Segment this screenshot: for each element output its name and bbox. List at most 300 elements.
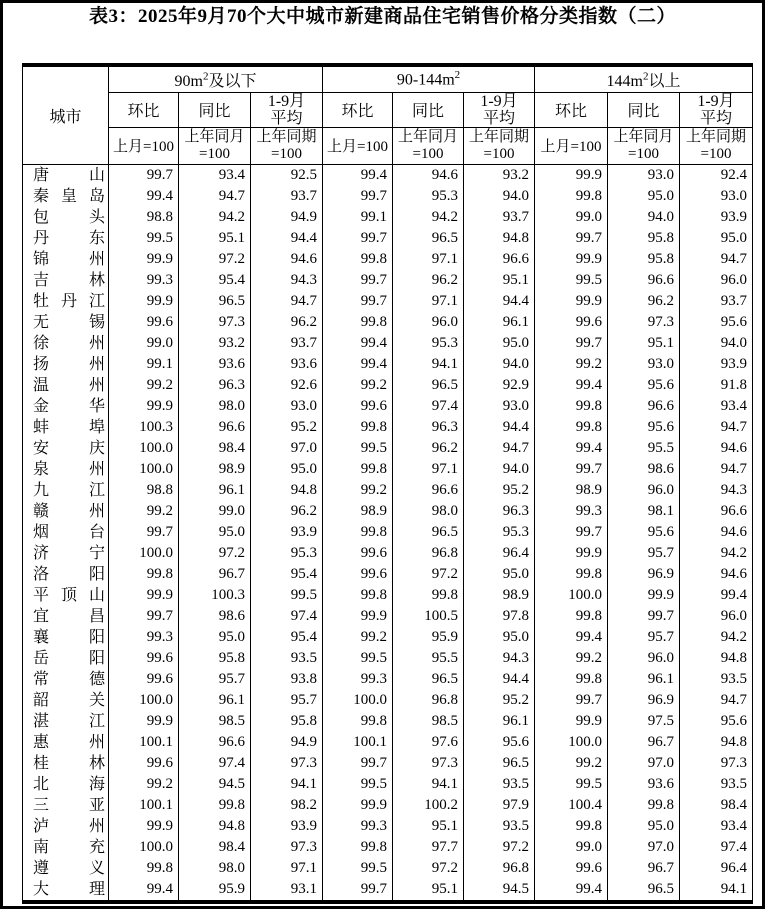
index-value: 97.3	[251, 753, 323, 774]
index-value: 99.8	[323, 417, 393, 438]
index-value: 99.4	[323, 333, 393, 354]
index-value: 96.8	[464, 858, 535, 879]
index-value: 96.9	[608, 564, 680, 585]
index-value: 99.5	[323, 774, 393, 795]
index-value: 94.5	[464, 879, 535, 902]
index-value: 97.3	[251, 837, 323, 858]
index-value: 96.2	[393, 438, 464, 459]
base-header-yoy: 上年同月 =100	[393, 127, 464, 164]
index-value: 99.8	[323, 249, 393, 270]
index-value: 99.8	[323, 312, 393, 333]
index-value: 100.0	[323, 690, 393, 711]
table-row	[23, 711, 753, 732]
index-value: 99.8	[323, 711, 393, 732]
column-header-avg: 1-9月 平均	[251, 92, 323, 127]
index-value: 94.7	[464, 438, 535, 459]
city-name: 锦 州	[23, 249, 109, 270]
index-value: 97.9	[464, 795, 535, 816]
index-value: 99.6	[109, 669, 179, 690]
index-value: 92.9	[464, 375, 535, 396]
index-value: 96.2	[393, 270, 464, 291]
index-value: 100.0	[109, 543, 179, 564]
index-value: 95.0	[464, 627, 535, 648]
index-value: 97.2	[179, 543, 251, 564]
table-row	[23, 585, 753, 606]
index-value: 94.0	[464, 354, 535, 375]
table-row	[23, 858, 753, 879]
index-value: 94.2	[680, 543, 753, 564]
index-value: 100.1	[109, 732, 179, 753]
index-value: 96.6	[608, 396, 680, 417]
index-value: 95.6	[608, 417, 680, 438]
index-value: 95.4	[251, 564, 323, 585]
index-value: 99.9	[109, 291, 179, 312]
index-value: 95.4	[179, 270, 251, 291]
index-value: 92.6	[251, 375, 323, 396]
table-row	[23, 564, 753, 585]
index-value: 97.4	[251, 606, 323, 627]
index-value: 94.4	[251, 228, 323, 249]
index-value: 99.2	[323, 480, 393, 501]
index-value: 99.7	[109, 164, 179, 186]
table-row	[23, 669, 753, 690]
index-value: 96.5	[608, 879, 680, 902]
index-value: 95.6	[608, 522, 680, 543]
index-value: 96.3	[464, 501, 535, 522]
index-value: 95.4	[251, 627, 323, 648]
index-value: 99.5	[535, 774, 608, 795]
index-value: 99.3	[109, 627, 179, 648]
index-value: 95.8	[179, 648, 251, 669]
index-value: 94.8	[251, 480, 323, 501]
index-value: 99.9	[608, 585, 680, 606]
city-name: 大 理	[23, 879, 109, 902]
index-value: 99.6	[535, 858, 608, 879]
index-value: 99.7	[323, 186, 393, 207]
city-name: 包 头	[23, 207, 109, 228]
index-value: 99.9	[323, 795, 393, 816]
index-value: 94.7	[680, 459, 753, 480]
index-value: 100.0	[535, 585, 608, 606]
index-value: 100.5	[393, 606, 464, 627]
index-value: 99.8	[323, 459, 393, 480]
index-value: 99.8	[535, 564, 608, 585]
city-name: 平 顶 山	[23, 585, 109, 606]
index-value: 96.0	[608, 648, 680, 669]
base-header-mom: 上月=100	[323, 127, 393, 164]
index-value: 93.4	[680, 816, 753, 837]
index-value: 97.0	[608, 753, 680, 774]
index-value: 94.7	[179, 186, 251, 207]
index-value: 96.1	[464, 711, 535, 732]
index-value: 99.6	[535, 312, 608, 333]
index-value: 99.2	[323, 375, 393, 396]
index-value: 99.0	[109, 333, 179, 354]
table-row	[23, 438, 753, 459]
index-value: 96.5	[179, 291, 251, 312]
city-name: 烟 台	[23, 522, 109, 543]
index-value: 96.1	[608, 669, 680, 690]
index-value: 94.6	[680, 564, 753, 585]
index-value: 98.1	[608, 501, 680, 522]
index-value: 94.2	[393, 207, 464, 228]
table-row	[23, 648, 753, 669]
index-value: 93.4	[179, 164, 251, 186]
index-value: 99.0	[179, 501, 251, 522]
index-value: 98.0	[179, 858, 251, 879]
city-name: 扬 州	[23, 354, 109, 375]
index-value: 98.8	[109, 480, 179, 501]
index-value: 98.4	[680, 795, 753, 816]
index-value: 94.1	[680, 879, 753, 902]
city-name: 吉 林	[23, 270, 109, 291]
index-value: 96.6	[393, 480, 464, 501]
index-value: 99.9	[109, 585, 179, 606]
index-value: 96.2	[608, 291, 680, 312]
index-value: 99.7	[535, 333, 608, 354]
city-name: 九 江	[23, 480, 109, 501]
index-value: 99.7	[608, 606, 680, 627]
city-name: 唐 山	[23, 164, 109, 186]
index-value: 96.8	[393, 543, 464, 564]
index-value: 100.1	[323, 732, 393, 753]
index-value: 99.2	[535, 753, 608, 774]
index-value: 93.0	[608, 354, 680, 375]
city-name: 安 庆	[23, 438, 109, 459]
column-group-90-and-below: $90m^2$及以下	[109, 65, 323, 92]
column-group-144-above: $144m^2$以上	[535, 65, 753, 92]
index-value: 95.2	[464, 480, 535, 501]
index-value: 93.5	[680, 774, 753, 795]
base-header-mom: 上月=100	[535, 127, 608, 164]
index-value: 98.9	[464, 585, 535, 606]
header-base-row	[23, 127, 753, 164]
index-value: 99.6	[109, 753, 179, 774]
index-value: 95.1	[179, 228, 251, 249]
index-value: 96.7	[608, 732, 680, 753]
column-header-city: 城市	[23, 65, 109, 164]
index-value: 100.2	[393, 795, 464, 816]
index-value: 99.7	[535, 459, 608, 480]
index-value: 95.0	[608, 186, 680, 207]
index-value: 96.7	[179, 564, 251, 585]
index-value: 95.0	[179, 627, 251, 648]
index-value: 96.2	[251, 501, 323, 522]
city-name: 北 海	[23, 774, 109, 795]
table-row	[23, 543, 753, 564]
index-value: 100.1	[109, 795, 179, 816]
table-row	[23, 795, 753, 816]
index-value: 97.8	[464, 606, 535, 627]
index-value: 93.9	[680, 354, 753, 375]
index-value: 94.0	[680, 333, 753, 354]
index-value: 94.6	[680, 438, 753, 459]
city-name: 赣 州	[23, 501, 109, 522]
index-value: 96.9	[608, 690, 680, 711]
index-value: 98.4	[179, 837, 251, 858]
index-value: 96.6	[464, 249, 535, 270]
index-value: 93.7	[464, 207, 535, 228]
index-value: 99.4	[535, 438, 608, 459]
index-value: 93.9	[251, 522, 323, 543]
city-name: 泉 州	[23, 459, 109, 480]
city-name: 济 宁	[23, 543, 109, 564]
index-value: 94.4	[464, 669, 535, 690]
index-value: 95.9	[393, 627, 464, 648]
index-value: 99.0	[535, 837, 608, 858]
index-value: 99.8	[535, 417, 608, 438]
index-value: 95.2	[464, 690, 535, 711]
index-value: 98.6	[179, 606, 251, 627]
table-row	[23, 480, 753, 501]
index-value: 93.9	[680, 207, 753, 228]
base-header-avg: 上年同期 =100	[680, 127, 753, 164]
index-value: 94.0	[464, 186, 535, 207]
index-value: 97.2	[393, 858, 464, 879]
index-value: 96.4	[680, 858, 753, 879]
column-header-mom: 环比	[109, 92, 179, 127]
index-value: 99.5	[251, 585, 323, 606]
index-value: 96.6	[179, 732, 251, 753]
base-header-avg: 上年同期 =100	[251, 127, 323, 164]
index-value: 96.6	[179, 417, 251, 438]
index-value: 99.8	[535, 816, 608, 837]
column-header-yoy: 同比	[608, 92, 680, 127]
index-value: 95.9	[179, 879, 251, 902]
index-value: 97.7	[393, 837, 464, 858]
index-value: 97.3	[179, 312, 251, 333]
city-name: 桂 林	[23, 753, 109, 774]
index-value: 95.6	[680, 711, 753, 732]
column-header-avg: 1-9月 平均	[464, 92, 535, 127]
price-index-table	[22, 63, 753, 904]
index-value: 94.9	[251, 207, 323, 228]
index-value: 99.7	[323, 879, 393, 902]
index-value: 97.4	[179, 753, 251, 774]
index-value: 100.3	[109, 417, 179, 438]
table-row	[23, 627, 753, 648]
index-value: 96.0	[393, 312, 464, 333]
base-header-mom: 上月=100	[109, 127, 179, 164]
header-metric-row	[23, 92, 753, 127]
index-value: 94.8	[464, 228, 535, 249]
table-row	[23, 228, 753, 249]
city-name: 秦 皇 岛	[23, 186, 109, 207]
table-row	[23, 354, 753, 375]
index-value: 95.8	[608, 228, 680, 249]
index-value: 97.0	[608, 837, 680, 858]
index-value: 99.5	[535, 270, 608, 291]
index-value: 99.7	[535, 228, 608, 249]
index-value: 93.7	[680, 291, 753, 312]
index-value: 94.3	[680, 480, 753, 501]
index-value: 99.2	[109, 375, 179, 396]
index-value: 92.4	[680, 164, 753, 186]
index-value: 99.8	[608, 795, 680, 816]
index-value: 100.3	[179, 585, 251, 606]
table-row	[23, 522, 753, 543]
index-value: 99.4	[535, 375, 608, 396]
index-value: 94.7	[680, 690, 753, 711]
index-value: 94.5	[179, 774, 251, 795]
index-value: 99.4	[680, 585, 753, 606]
index-value: 97.2	[179, 249, 251, 270]
city-name: 洛 阳	[23, 564, 109, 585]
table-row	[23, 606, 753, 627]
table-row	[23, 774, 753, 795]
index-value: 99.8	[323, 522, 393, 543]
page-title: 表3：2025年9月70个大中城市新建商品住宅销售价格分类指数（二）	[88, 6, 676, 27]
city-name: 常 德	[23, 669, 109, 690]
index-value: 94.4	[464, 417, 535, 438]
column-header-mom: 环比	[323, 92, 393, 127]
index-value: 99.9	[535, 249, 608, 270]
index-value: 99.8	[179, 795, 251, 816]
index-value: 96.6	[608, 270, 680, 291]
city-name: 金 华	[23, 396, 109, 417]
index-value: 95.7	[179, 669, 251, 690]
city-name: 牡 丹 江	[23, 291, 109, 312]
index-value: 99.7	[323, 228, 393, 249]
city-name: 泸 州	[23, 816, 109, 837]
index-value: 95.8	[251, 711, 323, 732]
index-value: 100.0	[535, 732, 608, 753]
index-value: 98.8	[109, 207, 179, 228]
index-value: 96.5	[464, 753, 535, 774]
index-value: 95.7	[608, 543, 680, 564]
index-value: 99.6	[323, 396, 393, 417]
index-value: 99.4	[109, 186, 179, 207]
index-value: 99.4	[323, 164, 393, 186]
index-value: 96.3	[393, 417, 464, 438]
index-value: 97.3	[393, 753, 464, 774]
column-header-yoy: 同比	[393, 92, 464, 127]
index-value: 95.3	[393, 333, 464, 354]
index-value: 94.2	[680, 627, 753, 648]
table-row	[23, 396, 753, 417]
index-value: 99.7	[323, 753, 393, 774]
index-value: 97.2	[393, 564, 464, 585]
index-value: 93.7	[251, 333, 323, 354]
index-value: 99.8	[323, 837, 393, 858]
table-row	[23, 816, 753, 837]
index-value: 99.7	[535, 522, 608, 543]
index-value: 98.5	[179, 711, 251, 732]
index-value: 99.9	[535, 711, 608, 732]
column-header-mom: 环比	[535, 92, 608, 127]
index-value: 96.0	[680, 270, 753, 291]
index-value: 95.3	[464, 522, 535, 543]
index-value: 99.6	[323, 564, 393, 585]
index-value: 99.7	[323, 270, 393, 291]
index-value: 95.7	[251, 690, 323, 711]
index-value: 93.6	[179, 354, 251, 375]
index-value: 97.1	[393, 249, 464, 270]
index-value: 94.6	[251, 249, 323, 270]
index-value: 91.8	[680, 375, 753, 396]
index-value: 96.8	[393, 690, 464, 711]
index-value: 99.2	[109, 501, 179, 522]
index-value: 99.8	[535, 186, 608, 207]
city-name: 遵 义	[23, 858, 109, 879]
city-name: 惠 州	[23, 732, 109, 753]
index-value: 94.7	[680, 249, 753, 270]
index-value: 97.1	[393, 459, 464, 480]
table-row	[23, 312, 753, 333]
index-value: 96.1	[179, 480, 251, 501]
index-value: 99.9	[535, 164, 608, 186]
index-value: 93.7	[251, 186, 323, 207]
index-value: 99.1	[323, 207, 393, 228]
index-value: 94.9	[251, 732, 323, 753]
table-row	[23, 207, 753, 228]
index-value: 96.2	[251, 312, 323, 333]
index-value: 99.8	[535, 606, 608, 627]
index-value: 98.0	[179, 396, 251, 417]
index-value: 94.0	[608, 207, 680, 228]
city-name: 蚌 埠	[23, 417, 109, 438]
index-value: 93.6	[251, 354, 323, 375]
base-header-yoy: 上年同月 =100	[608, 127, 680, 164]
index-value: 94.8	[680, 648, 753, 669]
index-value: 97.3	[680, 753, 753, 774]
city-name: 三 亚	[23, 795, 109, 816]
base-header-yoy: 上年同月 =100	[179, 127, 251, 164]
table-row	[23, 753, 753, 774]
index-value: 95.3	[251, 543, 323, 564]
index-value: 99.7	[109, 522, 179, 543]
index-value: 99.9	[535, 543, 608, 564]
index-value: 95.8	[608, 249, 680, 270]
base-header-avg: 上年同期 =100	[464, 127, 535, 164]
index-value: 94.7	[251, 291, 323, 312]
table-row	[23, 333, 753, 354]
index-value: 99.9	[109, 816, 179, 837]
index-value: 100.4	[535, 795, 608, 816]
index-value: 93.2	[179, 333, 251, 354]
index-value: 95.5	[393, 648, 464, 669]
index-value: 95.0	[464, 564, 535, 585]
index-value: 100.0	[109, 690, 179, 711]
index-value: 99.4	[535, 627, 608, 648]
city-name: 韶 关	[23, 690, 109, 711]
index-value: 93.0	[464, 396, 535, 417]
index-value: 96.5	[393, 228, 464, 249]
city-name: 温 州	[23, 375, 109, 396]
index-value: 94.1	[251, 774, 323, 795]
table-body	[23, 164, 753, 902]
table-row	[23, 417, 753, 438]
city-name: 湛 江	[23, 711, 109, 732]
index-value: 93.0	[680, 186, 753, 207]
index-value: 97.0	[251, 438, 323, 459]
index-value: 99.8	[535, 669, 608, 690]
column-header-avg: 1-9月 平均	[680, 92, 753, 127]
city-name: 丹 东	[23, 228, 109, 249]
index-value: 99.8	[535, 396, 608, 417]
index-value: 99.2	[535, 354, 608, 375]
index-value: 96.7	[608, 858, 680, 879]
index-value: 99.5	[323, 648, 393, 669]
city-name: 无 锡	[23, 312, 109, 333]
index-value: 93.6	[608, 774, 680, 795]
index-value: 99.4	[535, 879, 608, 902]
index-value: 94.8	[680, 732, 753, 753]
index-value: 97.4	[680, 837, 753, 858]
index-value: 93.0	[608, 164, 680, 186]
index-value: 99.6	[109, 312, 179, 333]
index-value: 99.5	[109, 228, 179, 249]
